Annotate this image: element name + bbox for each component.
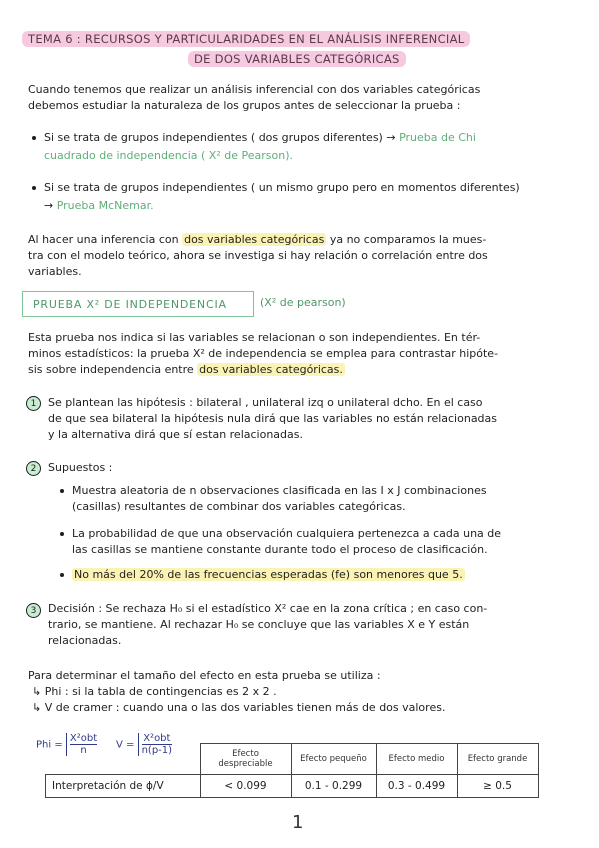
definition-paragraph: Esta prueba nos indica si las variables se relacionan o son independientes. En tér- minos estadísticos: la prueba X² de independencia se emplea para contrastar hipóte- sis sobre independencia entre dos variables categóricas. xyxy=(28,331,499,376)
table-header-cell: Efecto despreciable xyxy=(200,744,291,775)
phi-formula: Phi = X²obt n xyxy=(36,733,98,756)
section-title-box: PRUEBA X² DE INDEPENDENCIA xyxy=(22,291,254,317)
intro-paragraph: Cuando tenemos que realizar un análisis inferencial con dos variables categóricas debemos estudiar la naturaleza de los grupos antes de seleccionar la prueba : xyxy=(28,83,481,112)
table-header-cell: Efecto pequeño xyxy=(291,744,376,775)
effect-size-table xyxy=(45,743,539,798)
v-cramer-formula: V = X²obt n(p-1) xyxy=(116,733,173,756)
step-2-badge: 2 xyxy=(26,461,41,476)
bullet-dot xyxy=(60,532,64,536)
step-1-text: Se plantean las hipótesis : bilateral , unilateral izq o unilateral dcho. En el caso de que sea bilateral la hipótesis nula dirá que las variables no están relacionadas y la alternativa dirá que sí estan relacionadas. xyxy=(48,396,498,441)
step-1-badge: 1 xyxy=(26,396,41,411)
bullet-dot xyxy=(32,186,36,190)
bullet-dot xyxy=(60,489,64,493)
inference-paragraph: Al hacer una inferencia con dos variables categóricas ya no comparamos la mues- tra con el modelo teórico, ahora se investiga si hay relación o correlación entre dos variables. xyxy=(28,233,488,278)
step-3-text: Decisión : Se rechaza H₀ si el estadístico X² cae en la zona crítica ; en caso con- trario, se mantiene. Al rechazar H₀ se concluye que las variables X e Y están relacionadas. xyxy=(48,602,488,647)
table-cell: < 0.099 xyxy=(200,775,291,798)
bullet-mcnemar: → Prueba McNemar. xyxy=(44,199,154,212)
title-line-1: TEMA 6 : RECURSOS Y PARTICULARIDADES EN EL ANÁLISIS INFERENCIAL xyxy=(22,32,470,46)
assumption-3: No más del 20% de las frecuencias esperadas (fe) son menores que 5. xyxy=(60,567,465,583)
step-2-title: Supuestos : xyxy=(48,461,113,474)
table-cell: ≥ 0.5 xyxy=(457,775,538,798)
table-header-row xyxy=(46,744,539,775)
table-corner xyxy=(46,744,201,775)
assumption-2: La probabilidad de que una observación cualquiera pertenezca a cada una de xyxy=(60,526,501,542)
table-cell: 0.1 - 0.299 xyxy=(291,775,376,798)
table-row-label: Interpretación de ϕ/V xyxy=(46,775,201,798)
bullet-dot xyxy=(60,573,64,577)
section-subtitle: (X² de pearson) xyxy=(260,296,346,309)
assumption-1: Muestra aleatoria de n observaciones clasificada en las I x J combinaciones xyxy=(60,483,487,499)
table-cell: 0.3 - 0.499 xyxy=(376,775,457,798)
table-header-cell: Efecto medio xyxy=(376,744,457,775)
table-header-cell: Efecto grande xyxy=(457,744,538,775)
table-row xyxy=(46,775,539,798)
bullet-chi-square: cuadrado de independencia ( X² de Pearson). xyxy=(44,149,293,162)
effect-size-paragraph: Para determinar el tamaño del efecto en esta prueba se utiliza : ↳ Phi : si la tabla de contingencias es 2 x 2 . ↳ V de cramer : cuando una o las dos variables tienen más de dos valores. xyxy=(28,669,446,714)
bullet-independent: Si se trata de grupos independientes ( dos grupos diferentes) → Prueba de Chi xyxy=(32,130,476,146)
assumption-2-cont: las casillas se mantiene constante durante todo el proceso de clasificación. xyxy=(72,543,488,556)
bullet-related: Si se trata de grupos independientes ( un mismo grupo pero en momentos diferentes) xyxy=(32,180,520,196)
page-number: 1 xyxy=(292,812,304,833)
title-line-2: DE DOS VARIABLES CATEGÓRICAS xyxy=(188,52,406,66)
assumption-1-cont: (casillas) resultantes de combinar dos variables categóricas. xyxy=(72,500,406,513)
step-3-badge: 3 xyxy=(26,603,41,618)
bullet-dot xyxy=(32,136,36,140)
